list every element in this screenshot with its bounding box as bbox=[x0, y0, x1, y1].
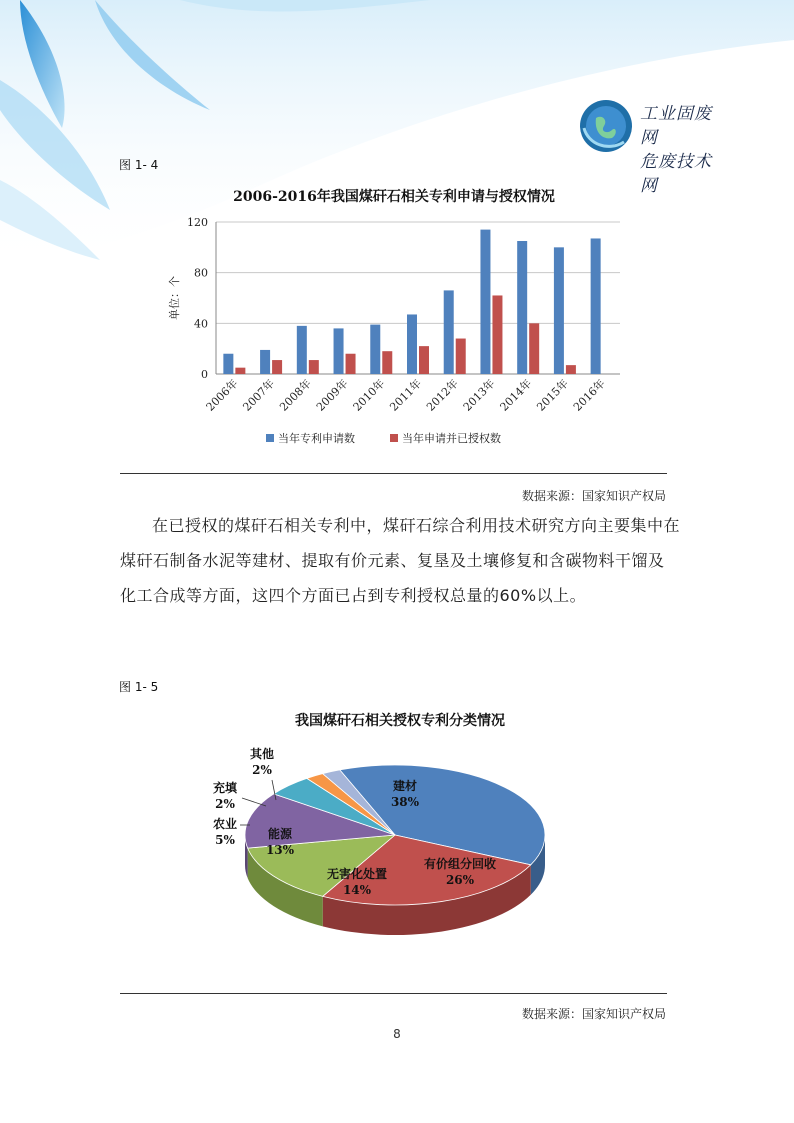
bar-applications bbox=[334, 328, 344, 374]
legend-swatch bbox=[266, 434, 274, 442]
body-paragraph bbox=[120, 508, 680, 613]
x-tick-label: 2007年 bbox=[240, 376, 278, 414]
figure2-label: 图 1- 5 bbox=[119, 680, 159, 694]
page-number: 8 bbox=[393, 1027, 401, 1041]
bar-applications bbox=[444, 290, 454, 374]
bar-applications bbox=[591, 238, 601, 374]
site-logo bbox=[578, 98, 728, 196]
chart1-title: 2006-2016年我国煤矸石相关专利申请与授权情况 bbox=[233, 189, 555, 205]
bar-granted bbox=[492, 295, 502, 374]
bar-chart bbox=[154, 174, 634, 464]
logo-line2: 危废技术网 bbox=[640, 152, 712, 196]
x-tick-label: 2010年 bbox=[350, 376, 388, 414]
pie-label-pct: 2% bbox=[215, 797, 235, 811]
globe-logo-icon bbox=[578, 98, 634, 154]
bar-applications bbox=[407, 314, 417, 374]
x-tick-label: 2012年 bbox=[424, 376, 461, 414]
pie-label-name: 充填 bbox=[212, 781, 238, 795]
pie-label-name: 农业 bbox=[212, 817, 238, 831]
bar-applications bbox=[223, 354, 233, 374]
y-tick-label: 40 bbox=[194, 317, 208, 331]
figure1-label: 图 1- 4 bbox=[119, 158, 159, 172]
figure2-source: 数据来源：国家知识产权局 bbox=[521, 1007, 666, 1021]
bar-applications bbox=[554, 247, 564, 374]
logo-text bbox=[640, 102, 728, 198]
y-tick-label: 120 bbox=[187, 216, 208, 229]
y-tick-label: 80 bbox=[194, 266, 208, 280]
pie-label-name: 无害化处置 bbox=[326, 867, 388, 881]
bar-applications bbox=[297, 326, 307, 374]
logo-line1: 工业固废网 bbox=[640, 104, 712, 148]
pie-label-pct: 2% bbox=[252, 763, 272, 777]
bar-granted bbox=[456, 339, 466, 374]
x-tick-label: 2009年 bbox=[313, 376, 351, 414]
pie-label bbox=[213, 780, 238, 811]
figure2-rule bbox=[120, 993, 667, 994]
x-tick-label: 2016年 bbox=[570, 376, 608, 414]
pie-label-name: 能源 bbox=[267, 827, 293, 841]
pie-label-pct: 5% bbox=[215, 833, 235, 847]
bar-granted bbox=[382, 351, 392, 374]
legend-label: 当年专利申请数 bbox=[278, 432, 355, 445]
bar-applications bbox=[260, 350, 270, 374]
pie-label-pct: 13% bbox=[265, 843, 295, 857]
bar-granted bbox=[272, 360, 282, 374]
pie-label-name: 建材 bbox=[392, 779, 418, 793]
pie-chart bbox=[190, 740, 590, 960]
x-tick-label: 2015年 bbox=[534, 376, 572, 414]
pie-label-name: 其他 bbox=[249, 747, 275, 761]
bar-applications bbox=[480, 230, 490, 374]
x-tick-label: 2013年 bbox=[460, 376, 498, 414]
x-tick-label: 2008年 bbox=[277, 376, 314, 414]
figure1-source: 数据来源：国家知识产权局 bbox=[521, 489, 666, 503]
legend-swatch bbox=[390, 434, 398, 442]
x-tick-label: 2006年 bbox=[203, 376, 241, 414]
pie-label-name: 有价组分回收 bbox=[423, 857, 497, 871]
bar-granted bbox=[566, 365, 576, 374]
pie-label-pct: 38% bbox=[390, 795, 420, 809]
bar-chart-svg bbox=[154, 174, 634, 464]
figure1-rule bbox=[120, 473, 667, 474]
pie-label bbox=[250, 746, 274, 777]
bar-granted bbox=[529, 323, 539, 374]
pie-label-pct: 14% bbox=[342, 883, 372, 897]
x-tick-label: 2014年 bbox=[497, 376, 535, 414]
legend-label: 当年申请并已授权数 bbox=[402, 432, 501, 445]
bar-granted bbox=[419, 346, 429, 374]
chart2-title: 我国煤矸石相关授权专利分类情况 bbox=[295, 713, 505, 729]
pie-label-pct: 26% bbox=[445, 873, 475, 887]
bar-applications bbox=[517, 241, 527, 374]
paragraph-text: 在已授权的煤矸石相关专利中，煤矸石综合利用技术研究方向主要集中在煤矸石制备水泥等建材、提取有价元素、复垦及土壤修复和含碳物料干馏及化工合成等方面，这四个方面已占到专利授权总量的60%以上。 bbox=[120, 516, 681, 605]
bar-granted bbox=[235, 368, 245, 374]
bar-granted bbox=[309, 360, 319, 374]
y-axis-label: 单位：个 bbox=[168, 276, 181, 320]
pie-label bbox=[213, 816, 237, 847]
bar-granted bbox=[346, 354, 356, 374]
x-tick-label: 2011年 bbox=[387, 376, 425, 414]
y-tick-label: 0 bbox=[201, 368, 208, 381]
bar-applications bbox=[370, 325, 380, 374]
